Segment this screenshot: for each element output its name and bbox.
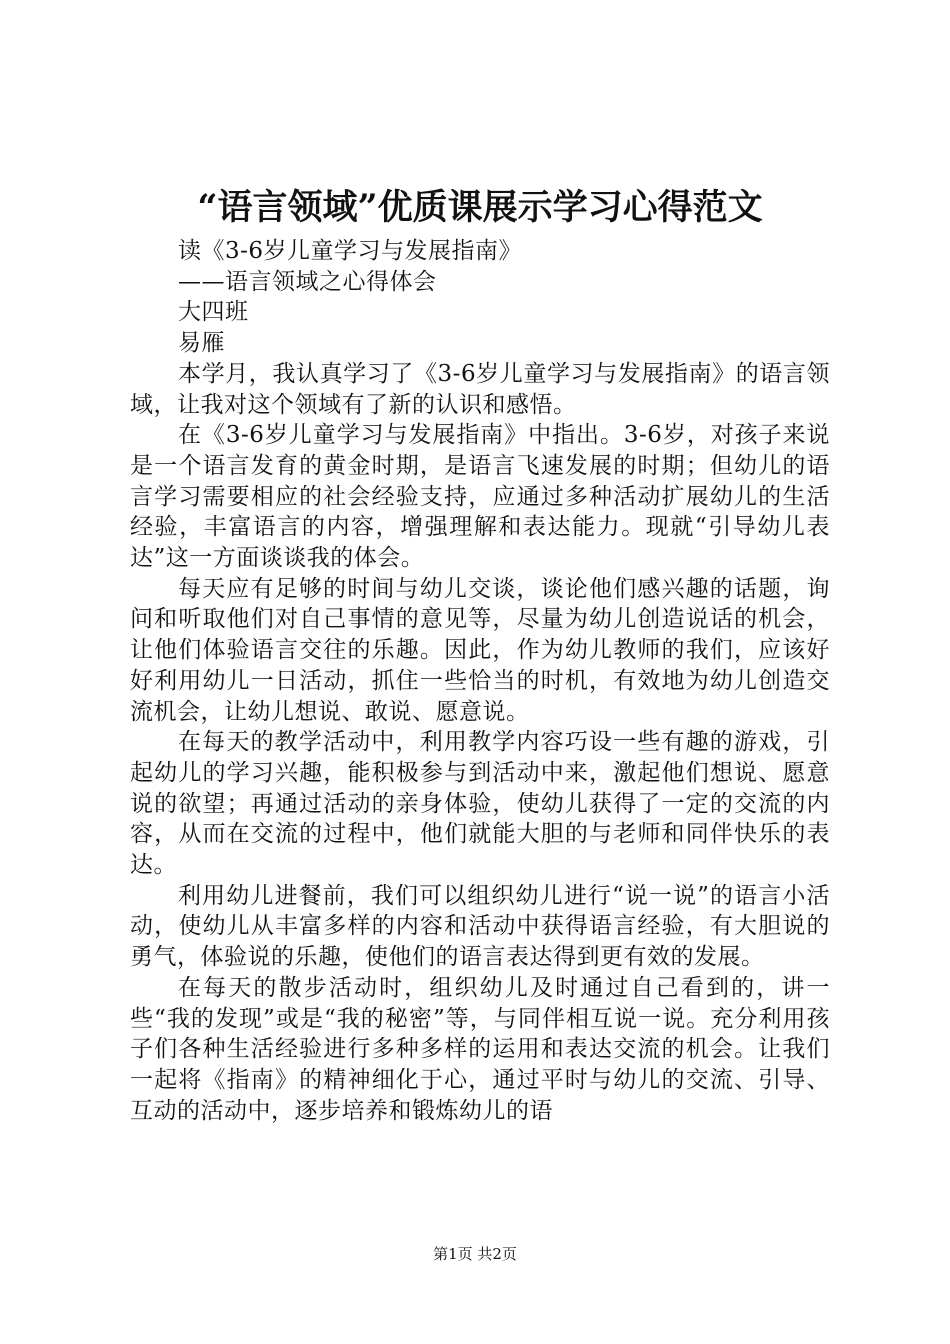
meta-line-subtitle: ——语言领域之心得体会 (178, 268, 437, 295)
paragraph-3: 每天应有足够的时间与幼儿交谈，谈论他们感兴趣的话题，询问和听取他们对自己事情的意见等，尽量为幼儿创造说话的机会，让他们体验语言交往的乐趣。因此，作为幼儿教师的我们，应该好好利用幼儿一日活动，抓住一些恰当的时机，有效地为幼儿创造交流机会，让幼儿想说、敢说、愿意说。 (130, 575, 830, 725)
paragraph-1: 本学月，我认真学习了《3-6岁儿童学习与发展指南》的语言领域，让我对这个领域有了新的认识和感悟。 (130, 360, 830, 418)
meta-line-author: 易雁 (178, 330, 225, 357)
paragraph-5: 利用幼儿进餐前，我们可以组织幼儿进行“说一说”的语言小活动，使幼儿从丰富多样的内容和活动中获得语言经验，有大胆说的勇气，体验说的乐趣，使他们的语言表达得到更有效的发展。 (130, 882, 830, 971)
page-footer: 第1页 共2页 (433, 1245, 517, 1263)
paragraph-4: 在每天的教学活动中，利用教学内容巧设一些有趣的游戏，引起幼儿的学习兴趣，能积极参与到活动中来，激起他们想说、愿意说的欲望；再通过活动的亲身体验，使幼儿获得了一定的交流的内容，从而在交流的过程中，他们就能大胆的与老师和同伴快乐的表达。 (130, 729, 830, 879)
meta-line-class: 大四班 (178, 299, 249, 326)
meta-line-book: 读《3-6岁儿童学习与发展指南》 (178, 238, 523, 264)
document-body (130, 236, 830, 1126)
document-title: “语言领域”优质课展示学习心得范文 (197, 187, 763, 228)
paragraph-2: 在《3-6岁儿童学习与发展指南》中指出。3-6岁，对孩子来说是一个语言发育的黄金时期，是语言飞速发展的时期；但幼儿的语言学习需要相应的社会经验支持，应通过多种活动扩展幼儿的生活经验，丰富语言的内容，增强理解和表达能力。现就“引导幼儿表达”这一方面谈谈我的体会。 (130, 422, 830, 572)
paragraph-6: 在每天的散步活动时，组织幼儿及时通过自己看到的，讲一些“我的发现”或是“我的秘密”等，与同伴相互说一说。充分利用孩子们各种生活经验进行多种多样的运用和表达交流的机会。让我们一起将《指南》的精神细化于心，通过平时与幼儿的交流、引导、互动的活动中，逐步培养和锻炼幼儿的语 (130, 974, 830, 1124)
